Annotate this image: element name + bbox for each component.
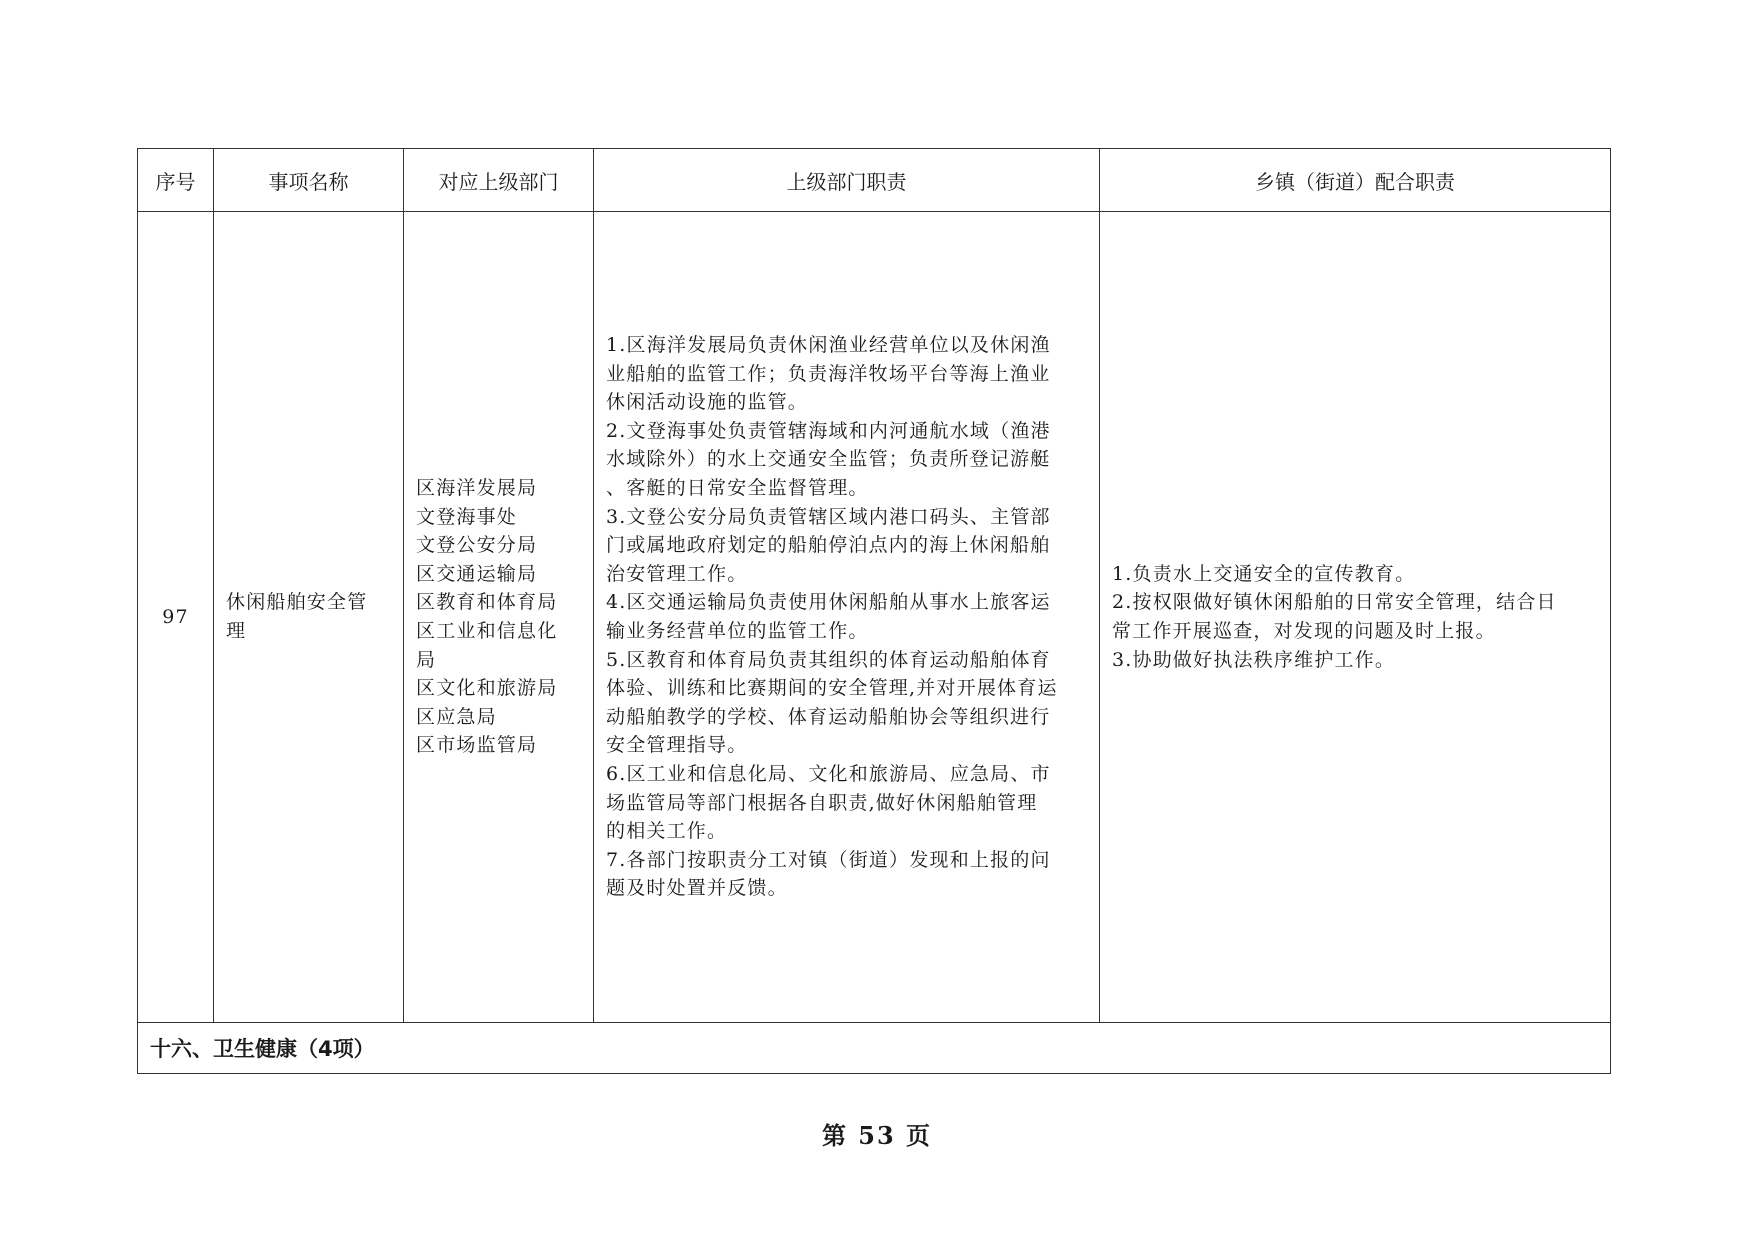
duty-line: 门或属地政府划定的船舶停泊点内的海上休闲船舶 <box>606 534 1051 557</box>
section-row <box>138 1023 1611 1074</box>
header-row <box>138 149 1611 212</box>
duty-line: 1.区海洋发展局负责休闲渔业经营单位以及休闲渔 <box>606 334 1051 357</box>
coop-line: 常工作开展巡查，对发现的问题及时上报。 <box>1112 620 1496 642</box>
dept-line: 文登海事处 <box>416 505 518 528</box>
duty-line: 7.各部门按职责分工对镇（街道）发现和上报的问 <box>606 848 1051 871</box>
dept-line: 区工业和信息化 <box>416 620 558 642</box>
duty-line: 、客艇的日常安全监督管理。 <box>606 477 869 500</box>
duty-line: 输业务经营单位的监管工作。 <box>606 620 869 642</box>
header-dept-duty: 上级部门职责 <box>594 149 1100 212</box>
duty-line: 水域除外）的水上交通安全监管；负责所登记游艇 <box>606 448 1051 471</box>
duty-line: 场监管局等部门根据各自职责,做好休闲船舶管理 <box>606 791 1038 814</box>
dept-line: 区教育和体育局 <box>416 591 558 614</box>
duty-line: 3.文登公安分局负责管辖区域内港口码头、主管部 <box>606 505 1051 528</box>
header-item-name: 事项名称 <box>214 149 404 212</box>
dept-duty-cell <box>594 212 1100 1023</box>
seq-cell: 97 <box>138 212 214 1023</box>
duty-line: 的相关工作。 <box>606 820 728 843</box>
duty-line: 业船舶的监管工作；负责海洋牧场平台等海上渔业 <box>606 362 1051 385</box>
duty-line: 4.区交通运输局负责使用休闲船舶从事水上旅客运 <box>606 591 1051 614</box>
duty-line: 体验、训练和比赛期间的安全管理,并对开展体育运 <box>606 677 1058 700</box>
item-name-line: 休闲船舶安全管 <box>226 591 368 614</box>
duty-line: 5.区教育和体育局负责其组织的体育运动船舶体育 <box>606 648 1051 671</box>
dept-cell <box>404 212 594 1023</box>
duty-line: 动船舶教学的学校、体育运动船舶协会等组织进行 <box>606 705 1051 728</box>
dept-line: 区文化和旅游局 <box>416 677 558 700</box>
duty-line: 题及时处置并反馈。 <box>606 877 788 900</box>
coop-line: 2.按权限做好镇休闲船舶的日常安全管理，结合日 <box>1112 591 1557 614</box>
duty-line: 2.文登海事处负责管辖海域和内河通航水域（渔港 <box>606 419 1051 442</box>
table-row <box>138 212 1611 1023</box>
coop-line: 3.协助做好执法秩序维护工作。 <box>1112 648 1396 671</box>
dept-line: 文登公安分局 <box>416 534 538 557</box>
dept-line: 区应急局 <box>416 705 497 728</box>
item-name-line: 理 <box>226 620 247 642</box>
dept-line: 区海洋发展局 <box>416 477 538 500</box>
header-dept: 对应上级部门 <box>404 149 594 212</box>
town-duty-cell <box>1100 212 1611 1023</box>
coop-line: 1.负责水上交通安全的宣传教育。 <box>1112 562 1416 585</box>
dept-line: 局 <box>416 648 437 671</box>
section-heading: 十六、卫生健康（4项） <box>138 1023 1611 1074</box>
duty-line: 安全管理指导。 <box>606 734 748 757</box>
duty-table <box>137 148 1611 1074</box>
page-number: 第 53 页 <box>821 1121 933 1150</box>
duty-line: 休闲活动设施的监管。 <box>606 391 809 414</box>
duty-line: 6.区工业和信息化局、文化和旅游局、应急局、市 <box>606 762 1051 785</box>
duty-line: 治安管理工作。 <box>606 562 748 585</box>
header-town-duty: 乡镇（街道）配合职责 <box>1100 149 1611 212</box>
dept-line: 区市场监管局 <box>416 734 538 757</box>
item-name-cell <box>214 212 404 1023</box>
dept-line: 区交通运输局 <box>416 562 538 585</box>
header-seq: 序号 <box>138 149 214 212</box>
